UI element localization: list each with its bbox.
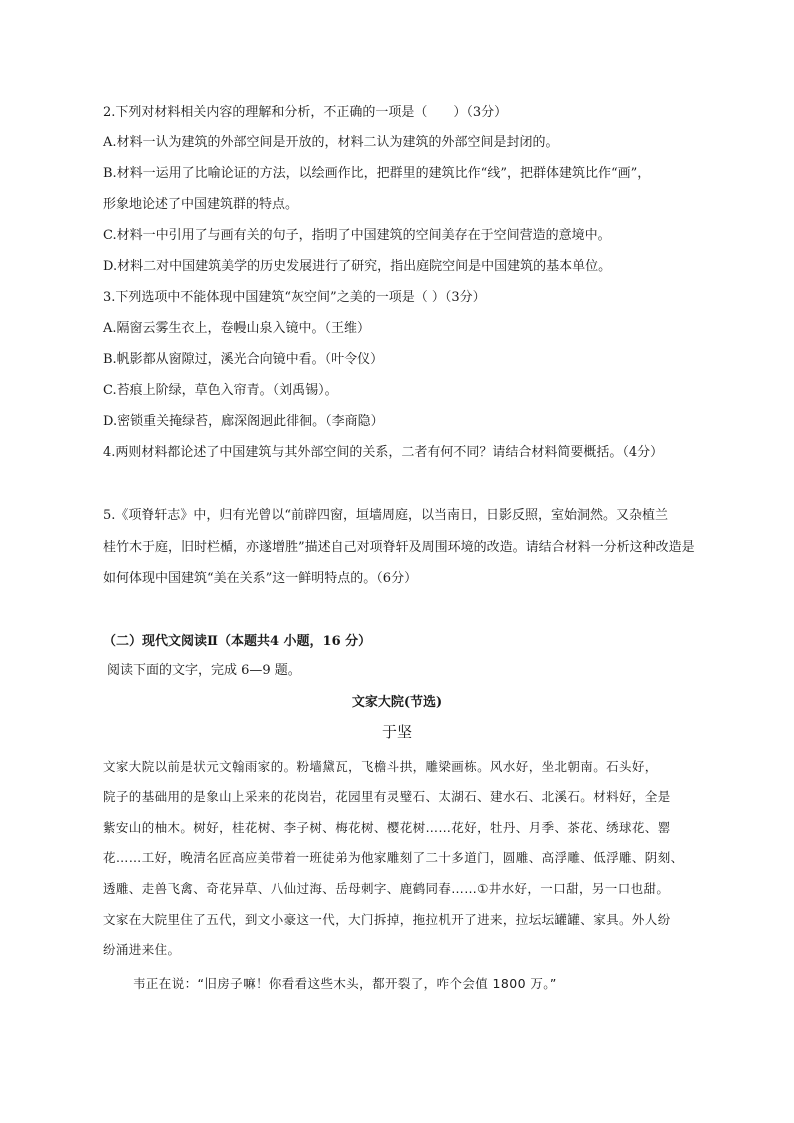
question-3-stem: 3.下列选项中不能体现中国建筑“灰空间”之美的一项是（ ）（3分） — [103, 290, 486, 305]
story-line: 院子的基础用的是象山上采来的花岗岩，花园里有灵璧石、太湖石、建水石、北溪石。材料好，全是 — [103, 789, 671, 804]
question-5-line-1: 5.《项脊轩志》中，归有光曾以“前辟四窗，垣墙周庭，以当南日，日影反照，室始洞然。又杂植兰 — [103, 508, 669, 523]
story-line: 纷涌进来住。 — [103, 942, 181, 957]
question-2-option-b-cont: 形象地论述了中国建筑群的特点。 — [103, 197, 299, 212]
story-line: 韦正在说：“旧房子嘛！你看看这些木头，都开裂了，咋个会值 1800 万。” — [133, 976, 557, 991]
article-author: 于坚 — [381, 723, 412, 741]
question-2-option-a: A.材料一认为建筑的外部空间是开放的，材料二认为建筑的外部空间是封闭的。 — [103, 135, 559, 150]
story-line: 紫安山的柚木。树好，桂花树、李子树、梅花树、樱花树……花好，牡丹、月季、茶花、绣球花、罂 — [103, 820, 671, 835]
question-2-stem: 2.下列对材料相关内容的理解和分析，不正确的一项是（ ）（3分） — [103, 105, 508, 120]
question-2-option-d: D.材料二对中国建筑美学的历史发展进行了研究，指出庭院空间是中国建筑的基本单位。 — [103, 259, 612, 274]
question-3-option-d: D.密锁重关掩绿苔，廊深阁迥此徘徊。（李商隐） — [103, 414, 384, 429]
question-2-option-b: B.材料一运用了比喻论证的方法，以绘画作比，把群里的建筑比作“线”，把群体建筑比作“画”， — [103, 166, 651, 181]
question-3-option-c: C.苔痕上阶绿，草色入帘青。（刘禹锡）。 — [103, 383, 338, 398]
question-2-option-c: C.材料一中引用了与画有关的句子，指明了中国建筑的空间美存在于空间营造的意境中。 — [103, 228, 611, 243]
question-5-line-2: 桂竹木于庭，旧时栏楯，亦遂增胜”描述自己对项脊轩及周围环境的改造。请结合材料一分析这种改造是 — [103, 540, 695, 555]
story-line: 透雕、走兽飞禽、奇花异草、八仙过海、岳母刺字、鹿鹤同春……①井水好，一口甜，另一口也甜。 — [103, 881, 670, 896]
question-5-line-3: 如何体现中国建筑“美在关系”这一鲜明特点的。（6分） — [103, 571, 418, 586]
section-heading: （二）现代文阅读Ⅱ（本题共4 小题，16 分） — [103, 634, 372, 649]
question-3-option-b: B.帆影都从窗隙过，溪光合向镜中看。（叶令仪） — [103, 352, 384, 367]
question-3-option-a: A.隔窗云雾生衣上，卷幔山泉入镜中。（王维） — [103, 321, 371, 336]
reading-instruction: 阅读下面的文字，完成 6—9 题。 — [107, 663, 301, 678]
story-line: 文家在大院里住了五代，到文小豪这一代，大门拆掉，拖拉机开了进来，拉坛坛罐罐、家具。外人纷 — [103, 912, 671, 927]
story-line: 花……工好，晚清名匠高应美带着一班徒弟为他家雕刻了二十多道门，圆雕、高浮雕、低浮雕、阴刻、 — [103, 850, 684, 865]
article-title: 文家大院(节选) — [351, 695, 443, 710]
story-line: 文家大院以前是状元文翰雨家的。粉墙黛瓦，飞檐斗拱，雕梁画栋。风水好，坐北朝南。石头好， — [103, 759, 658, 774]
question-4: 4.两则材料都论述了中国建筑与其外部空间的关系，二者有何不同？请结合材料简要概括。（4分） — [103, 445, 664, 460]
